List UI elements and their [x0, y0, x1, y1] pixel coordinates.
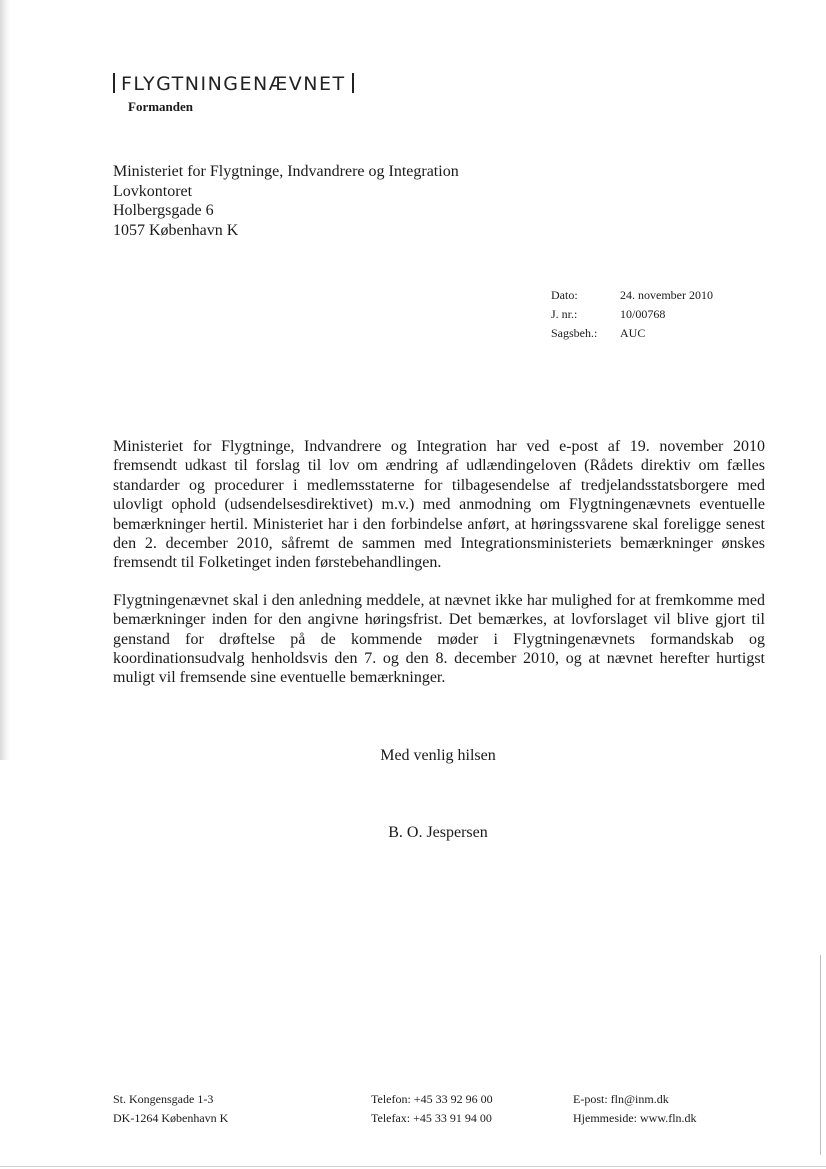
letterhead-subtitle: Formanden — [128, 99, 193, 114]
body-paragraph: Ministeriet for Flygtninge, Indvandrere og Integration har ved e-post af 19. november 2010 fremsendt udkast til forslag til lov om ændring af udlændingeloven (Rådets direktiv om fælles standarder og procedurer i medlemsstaterne for tilbagesendelse af tredjelandsstatsborgere med ulovligt ophold (udsendelsesdirektivet) m.v.) med anmodning om Flygtningenævnets eventuelle bemærkninger hertil. Ministeriet har i den forbindelse anført, at høringssvarene skal foreligge senest den 2. december 2010, såfremt de sammen med Integrationsministeriets bemærkninger ønskes fremsendt til Folketinget inden førstebehandlingen. — [113, 438, 765, 572]
letter-body — [113, 437, 765, 706]
letter-meta — [551, 287, 713, 344]
case-officer-value: AUC — [620, 326, 646, 340]
letterhead-bar-left — [113, 73, 115, 93]
footer-email: E-post: fln@inm.dk — [573, 1092, 669, 1106]
footer-fax: Telefax: +45 33 91 94 00 — [371, 1111, 492, 1125]
letterhead — [113, 73, 360, 95]
meta-row-journal — [551, 306, 713, 322]
scan-bottom-line — [0, 1166, 826, 1167]
recipient-line: Lovkontoret — [113, 182, 193, 200]
signature-name: B. O. Jespersen — [388, 824, 488, 841]
journal-label: J. nr.: — [551, 307, 578, 321]
footer-phone-fax — [371, 1090, 493, 1128]
meta-row-case-officer — [551, 325, 713, 341]
organization-name: FLYGTNINGENÆVNET — [121, 73, 346, 95]
letterhead-bar-right — [352, 73, 354, 93]
recipient-line: Holbergsgade 6 — [113, 202, 214, 219]
recipient-line: Ministeriet for Flygtninge, Indvandrere og Integration — [113, 163, 459, 180]
date-value: 24. november 2010 — [620, 288, 713, 302]
scan-margin-line — [820, 955, 821, 1155]
footer-phone: Telefon: +45 33 92 96 00 — [371, 1092, 493, 1106]
footer-address — [113, 1090, 228, 1128]
footer-street: St. Kongensgade 1-3 — [113, 1092, 214, 1106]
footer-website: Hjemmeside: www.fln.dk — [573, 1111, 697, 1125]
case-officer-label: Sagsbeh.: — [551, 326, 598, 340]
recipient-address — [113, 162, 459, 240]
footer-city: DK-1264 København K — [113, 1111, 229, 1125]
date-label: Dato: — [551, 288, 578, 302]
footer-contact — [573, 1090, 697, 1128]
recipient-line: 1057 København K — [113, 221, 239, 239]
body-paragraph: Flygtningenævnet skal i den anledning meddele, at nævnet ikke har mulighed for at fremkomme med bemærkninger inden for den angivne høringsfrist. Det bemærkes, at lovforslaget vil blive gjort til genstand for drøftelse på de kommende møder i Flygtningenævnets formandskab og koordinationsudvalg henholdsvis den 7. og den 8. december 2010, og at nævnet herefter hurtigst muligt vil fremsende sine eventuelle bemærkninger. — [113, 591, 765, 687]
closing-greeting: Med venlig hilsen — [380, 747, 496, 764]
meta-row-date — [551, 287, 713, 303]
scan-edge-shadow — [0, 0, 10, 760]
journal-value: 10/00768 — [620, 307, 666, 321]
